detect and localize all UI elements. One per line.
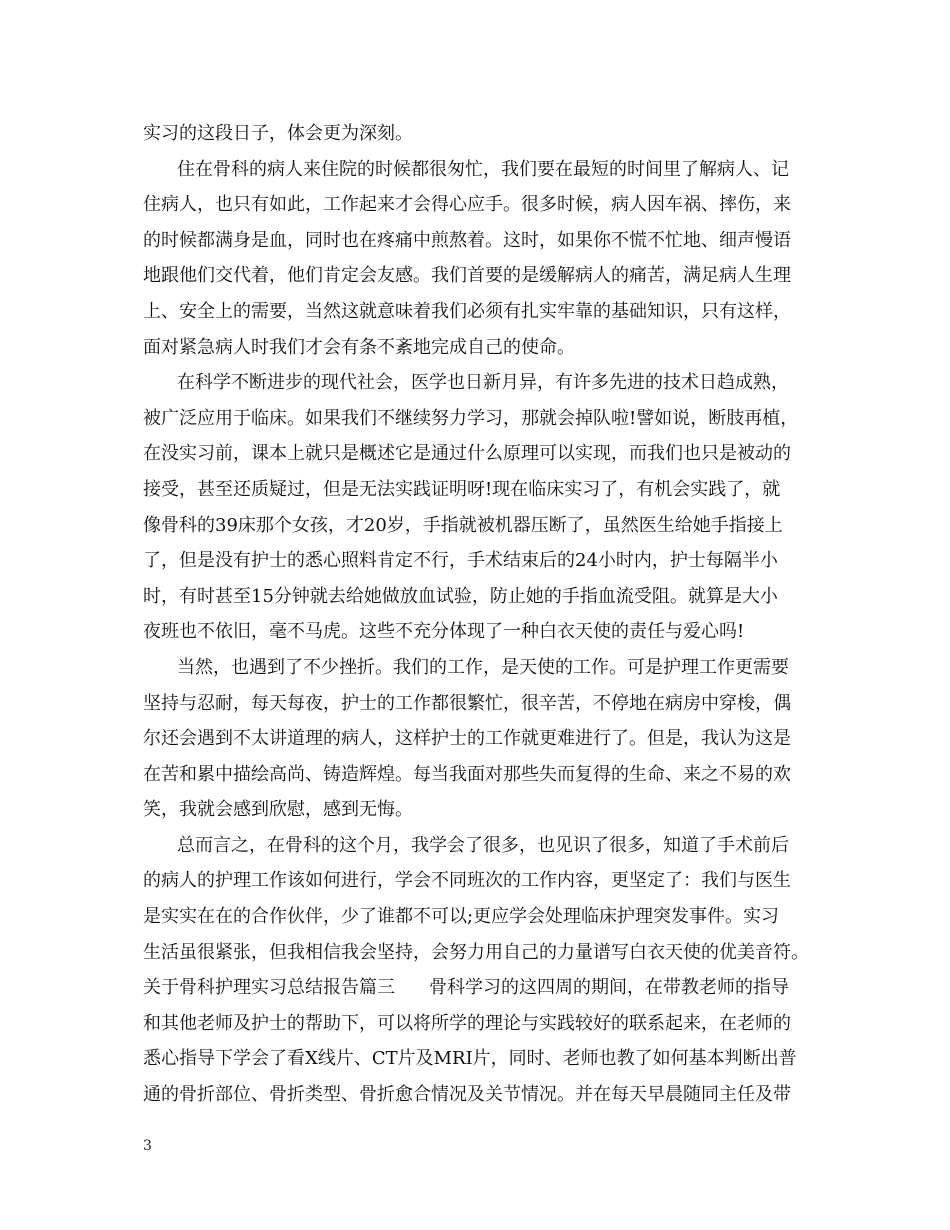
text-line: 笑，我就会感到欣慰，感到无悔。 bbox=[143, 799, 413, 821]
text-line: 时，有时甚至15分钟就去给她做放血试验，防止她的手指血流受阻。就算是大小 bbox=[143, 585, 778, 607]
section-heading-line bbox=[143, 970, 843, 1006]
text-line: 尔还会遇到不太讲道理的病人，这样护士的工作就更难进行了。但是，我认为这是 bbox=[143, 728, 791, 750]
text-line: 生活虽很紧张，但我相信我会坚持，会努力用自己的力量谱写白衣天使的优美音符。 bbox=[143, 941, 809, 963]
text-line: 和其他老师及护士的帮助下，可以将所学的理论与实践较好的联系起来，在老师的 bbox=[143, 1012, 791, 1034]
paragraph-start-line: 当然，也遇到了不少挫折。我们的工作，是天使的工作。可是护理工作更需要 bbox=[177, 656, 789, 678]
text-line: 像骨科的39床那个女孩，才20岁，手指就被机器压断了，虽然医生给她手指接上 bbox=[143, 514, 783, 536]
text-line: 实习的这段日子，体会更为深刻。 bbox=[143, 123, 413, 144]
text-line: 被广泛应用于临床。如果我们不继续努力学习，那就会掉队啦!譬如说，断肢再植， bbox=[143, 407, 799, 429]
text-line: 悉心指导下学会了看X线片、CT片及MRI片，同时、老师也教了如何基本判断出普 bbox=[143, 1048, 797, 1070]
text-line: 的时候都满身是血，同时也在疼痛中煎熬着。这时，如果你不慌不忙地、细声慢语 bbox=[143, 229, 791, 251]
text-line: 是实实在在的合作伙伴，少了谁都不可以;更应学会处理临床护理突发事件。实习 bbox=[143, 906, 780, 928]
paragraph-start-line: 住在骨科的病人来住院的时候都很匆忙，我们要在最短的时间里了解病人、记 bbox=[177, 158, 789, 180]
paragraph-start-line: 总而言之，在骨科的这个月，我学会了很多，也见识了很多，知道了手术前后 bbox=[177, 834, 789, 856]
text-line: 夜班也不依旧，毫不马虎。这些不充分体现了一种白衣天使的责任与爱心吗! bbox=[143, 621, 745, 643]
text-line: 在苦和累中描绘高尚、铸造辉煌。每当我面对那些失而复得的生命、来之不易的欢 bbox=[143, 763, 791, 785]
text-line: 在没实习前，课本上就只是概述它是通过什么原理可以实现，而我们也只是被动的 bbox=[143, 443, 791, 465]
text-line: 坚持与忍耐，每天每夜，护士的工作都很繁忙，很辛苦，不停地在病房中穿梭，偶 bbox=[143, 692, 791, 714]
text-line: 通的骨折部位、骨折类型、骨折愈合情况及关节情况。并在每天早晨随同主任及带 bbox=[143, 1084, 791, 1106]
text-line: 了，但是没有护士的悉心照料肯定不行，手术结束后的24小时内，护士每隔半小 bbox=[143, 550, 778, 572]
text-line: 地跟他们交代着，他们肯定会友感。我们首要的是缓解病人的痛苦，满足病人生理 bbox=[143, 265, 791, 287]
document-body bbox=[143, 116, 843, 1113]
text-line: 住病人，也只有如此，工作起来才会得心应手。很多时候，病人因车祸、摔伤，来 bbox=[143, 194, 791, 216]
text-line: 的病人的护理工作该如何进行，学会不同班次的工作内容，更坚定了：我们与医生 bbox=[143, 870, 791, 892]
text-line: 接受，甚至还质疑过，但是无法实践证明呀!现在临床实习了，有机会实践了，就 bbox=[143, 478, 781, 500]
text-line: 面对紧急病人时我们才会有条不紊地完成自己的使命。 bbox=[143, 336, 575, 358]
section-heading: 关于骨科护理实习总结报告篇三 bbox=[143, 977, 395, 999]
section-first-text: 骨科学习的这四周的期间，在带教老师的指导 bbox=[429, 977, 789, 999]
page-number: 3 bbox=[143, 1138, 152, 1154]
paragraph-start-line: 在科学不断进步的现代社会，医学也日新月异，有许多先进的技术日趋成熟， bbox=[177, 372, 789, 394]
text-line: 上、安全上的需要，当然这就意味着我们必须有扎实牢靠的基础知识，只有这样， bbox=[143, 300, 791, 322]
